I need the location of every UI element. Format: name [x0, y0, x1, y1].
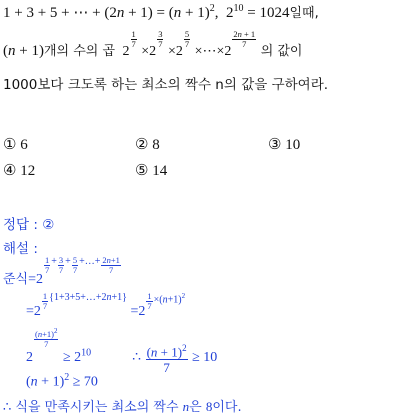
- question-line-2: (n + 1)개의 수의 곱 2 $\frac{1}{7}$ ×2 $\frac{3}{7}$ ×2 $\frac{5}{7}$ ×⋯×2 $\frac{2n + 1}{7}$ 의 값이: [3, 29, 303, 59]
- solution-step-4: $(n + 1)^2 \ge 70$: [26, 372, 98, 390]
- product-expression: 2 $\frac{1}{7}$ ×2 $\frac{3}{7}$ ×2 $\frac{5}{7}$ ×⋯×2 $\frac{2n + 1}{7}$: [122, 29, 256, 59]
- answer-value: ②: [42, 217, 55, 233]
- question-line-2-suffix: 의 값이: [260, 44, 303, 59]
- option-5-number: ⑤: [135, 163, 149, 179]
- question-line-1: [3, 2, 319, 22]
- question-line-2-word: 개의 수의 곱: [43, 44, 116, 59]
- option-1-value: 6: [20, 137, 28, 153]
- solution-step-3: [26, 327, 218, 376]
- conclusion-suffix: 이다.: [212, 400, 242, 415]
- solution-step-1: 준식=2 $\frac{1}{7}$ + $\frac{3}{7}$ + $\frac{5}{7}$ +…+ $\frac{2n+1}{7}$: [3, 255, 120, 287]
- step-3-right: ∴ $\frac{(n + 1)^2}{7}$ ≥ 10: [132, 343, 218, 376]
- answer-label: 정답 :: [3, 217, 38, 233]
- formula-label: 준식: [3, 272, 29, 287]
- answer-line: [3, 213, 54, 233]
- option-2-value: 8: [152, 137, 160, 153]
- option-3-number: ③: [268, 137, 282, 153]
- option-1[interactable]: [3, 135, 28, 154]
- conclusion-value: 8: [205, 399, 213, 414]
- solution-conclusion: [3, 396, 242, 415]
- option-4[interactable]: [3, 161, 35, 180]
- option-5-value: 14: [152, 163, 168, 179]
- solution-step-2: =2 $\frac{1}{7}$ {1+3+5+…+2n+1} =2 $\frac{1}{7}$ $\times(n+1)^2$: [26, 291, 186, 319]
- question-line-3: 1000보다 크도록 하는 최소의 짝수 n의 값을 구하여라.: [3, 77, 329, 93]
- conclusion-mid: 은: [189, 400, 202, 415]
- option-5[interactable]: [135, 161, 167, 180]
- step-3-left: 2 $\frac{(n+1)^2}{7}$ ≥ $2^{10}$: [26, 327, 92, 366]
- option-2[interactable]: [135, 135, 160, 154]
- option-3-value: 10: [285, 137, 301, 153]
- option-4-value: 12: [20, 163, 36, 179]
- conclusion-variable: n: [182, 399, 190, 414]
- conclusion-prefix: ∴ 식을 만족시키는 최소의 짝수: [3, 400, 179, 415]
- option-3[interactable]: [268, 135, 300, 154]
- question-line-1-word: 일때,: [289, 6, 319, 21]
- solution-label: 해설 :: [3, 241, 38, 257]
- question-math-expression: 1 + 3 + 5 + ⋯ + $(2n + 1) = (n + 1)^2$, $2^{10} = 1024$: [3, 3, 290, 21]
- option-1-number: ①: [3, 137, 17, 153]
- option-2-number: ②: [135, 137, 149, 153]
- option-4-number: ④: [3, 163, 17, 179]
